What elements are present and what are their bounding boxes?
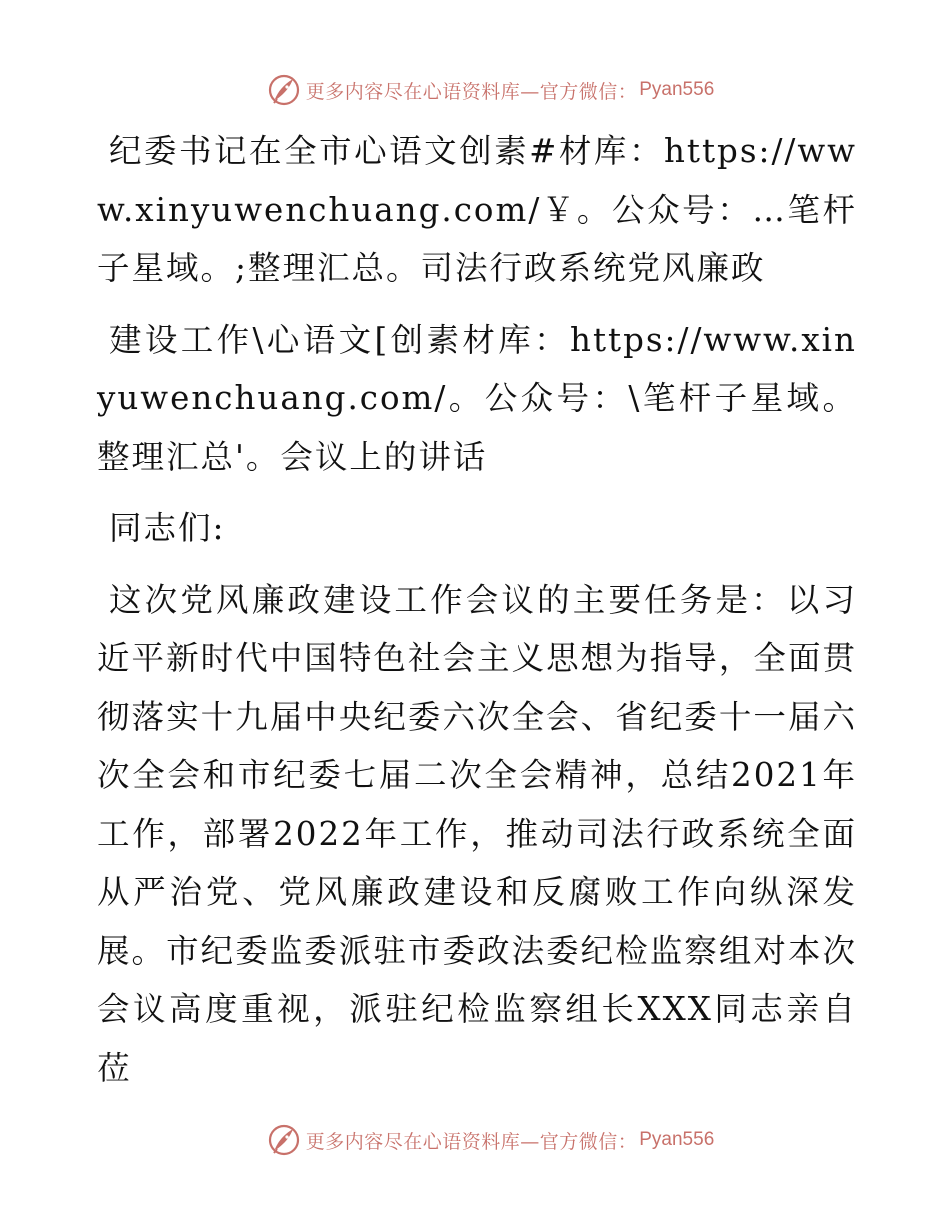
watermark-wechat-id: Pyan556	[639, 79, 715, 100]
paragraph-title-line-2: 建设工作\心语文[创素材库：https://www.xinyuwenchuang.com/。公众号：\笔杆子星域。整理汇总'。会议上的讲话	[97, 320, 857, 476]
watermark-text: 更多内容尽在心语资料库—官方微信：	[305, 1130, 638, 1153]
watermark-wechat-id: Pyan556	[639, 1129, 715, 1150]
document-body	[97, 122, 857, 1110]
paragraph-body: 这次党风廉政建设工作会议的主要任务是：以习近平新时代中国特色社会主义思想为指导，全面贯彻落实十九届中央纪委六次全会、省纪委十一届六次全会和市纪委七届二次全会精神，总结2021年工作，部署2022年工作，推动司法行政系统全面从严治党、党风廉政建设和反腐败工作向纵深发展。市纪委监委派驻市委政法委纪检监察组对本次会议高度重视，派驻纪检监察组长XXX同志亲自莅	[97, 580, 857, 1087]
footer-watermark	[0, 1120, 950, 1160]
header-watermark	[0, 70, 950, 110]
watermark-text: 更多内容尽在心语资料库—官方微信：	[305, 80, 638, 103]
paragraph-title-line-1: 纪委书记在全市心语文创素#材库：https://www.xinyuwenchuang.com/￥。公众号：…笔杆子星域。;整理汇总。司法行政系统党风廉政	[97, 132, 857, 287]
pen-logo-icon	[266, 72, 302, 108]
paragraph-salutation: 同志们:	[109, 509, 226, 547]
pen-logo-icon	[266, 1122, 302, 1158]
